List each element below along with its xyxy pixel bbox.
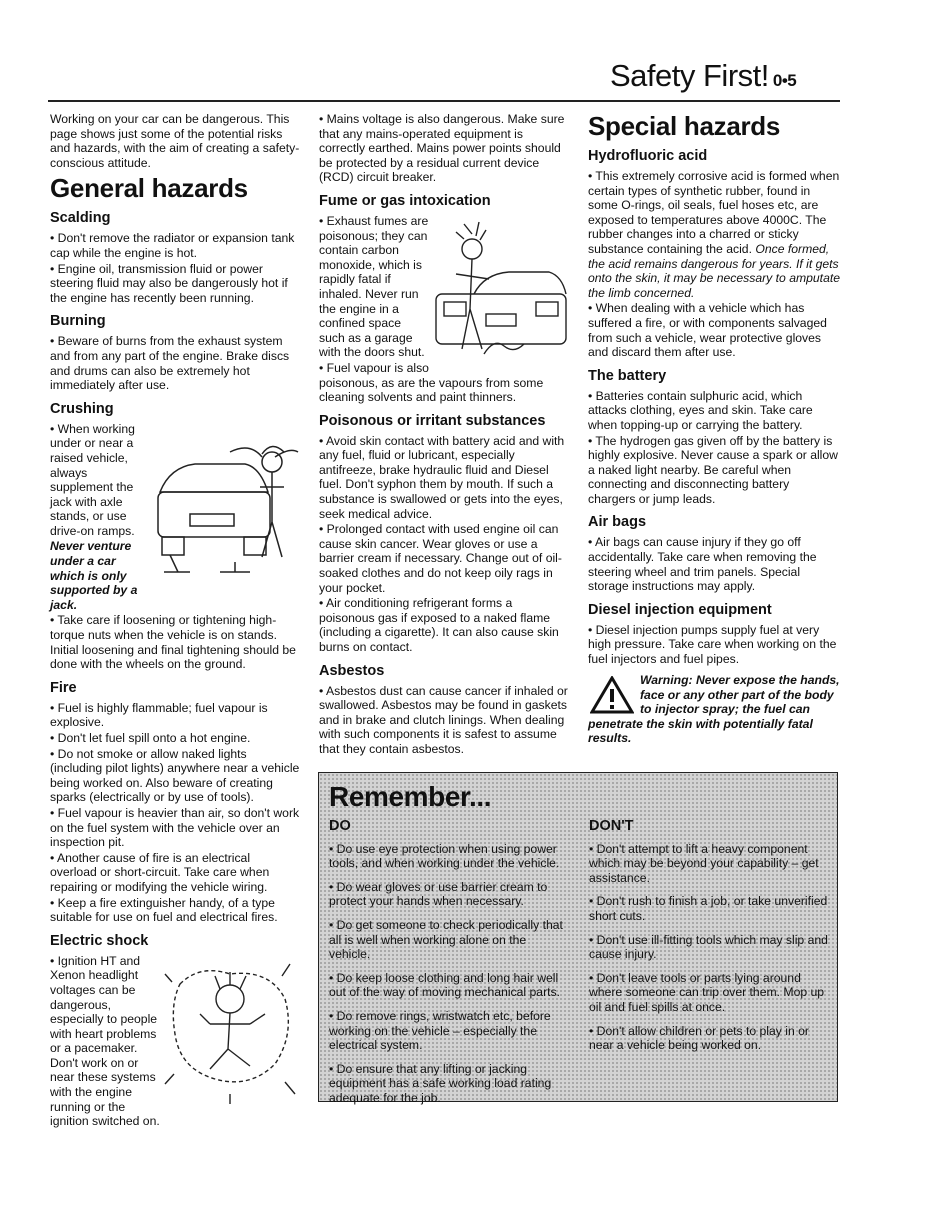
mains-bullet: • Mains voltage is also dangerous. Make sure that any mains-operated equipment is correctly earthed. Mains power points should be protected by a residual current device (RCD) circuit breaker. — [319, 112, 565, 185]
hydrofluoric-bullet-1-italic: Once formed, the acid remains dangerous for years. If it gets onto the skin, it may be necessary to amputate the limb concerned. — [588, 241, 841, 300]
airbags-heading: Air bags — [588, 514, 647, 531]
special-hazards-heading: Special hazards — [588, 111, 781, 141]
fume-heading: Fume or gas intoxication — [319, 192, 491, 209]
header-rule — [48, 100, 840, 102]
dont-item: • Don't rush to finish a job, or take unverified short cuts. — [589, 894, 828, 923]
diesel-bullet-1: • Diesel injection pumps supply fuel at very high pressure. Take care when working on the fuel injectors and fuel pipes. — [588, 622, 837, 667]
battery-heading: The battery — [588, 367, 667, 384]
scalding-bullet-2: • Engine oil, transmission fluid or power steering fluid may also be dangerously hot if the engine has recently been running. — [50, 261, 288, 305]
hydrofluoric-heading: Hydrofluoric acid — [588, 148, 708, 164]
middle-column — [319, 112, 569, 758]
battery-bullet-2: • The hydrogen gas given off by the battery is highly explosive. Never cause a spark or allow a naked light nearby. Be careful when connecting and disconnecting battery chargers or jump leads. — [588, 433, 838, 506]
battery-bullet-1: • Batteries contain sulphuric acid, which attacks clothing, eyes and skin. Take care when topping-up or carrying the battery. — [588, 388, 813, 432]
page-title — [610, 58, 796, 94]
scalding-bullet-1: • Don't remove the radiator or expansion tank cap while the engine is hot. — [50, 231, 295, 260]
asbestos-bullet-1: • Asbestos dust can cause cancer if inhaled or swallowed. Asbestos may be found in gaskets and in brake and clutch linings. When dealing with such components it is safest to assume that they contain asbestos. — [319, 683, 568, 756]
diesel-heading: Diesel injection equipment — [588, 601, 772, 618]
warning-line-4: penetrate the skin with potentially fatal results. — [588, 716, 813, 746]
fire-bullet-6: • Keep a fire extinguisher handy, of a type suitable for use on fuel and electrical fires. — [50, 895, 278, 925]
page-title-text: Safety First! — [610, 58, 769, 93]
poisonous-bullet-3: • Air conditioning refrigerant forms a poisonous gas if exposed to a naked flame (including a cigarette). It can also cause skin burns on contact. — [319, 596, 559, 654]
do-item: • Do get someone to check periodically that all is well when working alone on the vehicle. — [329, 917, 563, 962]
do-item: • Do ensure that any lifting or jacking equipment has a safe working load rating adequate for the job. — [329, 1061, 552, 1105]
do-item: • Do use eye protection when using power tools, and when working under the vehicle. — [329, 841, 560, 871]
burning-bullet-1: • Beware of burns from the exhaust system and from any part of the engine. Brake discs and drums can also be extremely hot immediately after use. — [50, 334, 290, 393]
warning-line-1: Warning: Never expose the hands, — [640, 673, 840, 687]
crushing-warning: Never venture under a car which is only supported by a jack. — [50, 539, 138, 612]
asbestos-heading: Asbestos — [319, 662, 385, 679]
fire-heading: Fire — [50, 679, 77, 696]
fire-bullet-2: • Don't let fuel spill onto a hot engine. — [50, 731, 251, 745]
warning-line-2: face or any other part of the body — [640, 687, 834, 702]
fire-bullet-4: • Fuel vapour is heavier than air, so don't work on the fuel system with the vehicle over an inspection pit. — [50, 805, 300, 850]
injector-warning — [588, 673, 840, 746]
crushing-bullet-1: • When working under or near a raised vehicle, always supplement the jack with axle stands, or use drive-on ramps. — [50, 421, 135, 538]
dont-item: • Don't leave tools or parts lying around where someone can trip over them. Mop up oil and fuel spills at once. — [589, 970, 825, 1014]
dont-column — [589, 819, 829, 1062]
left-column — [50, 112, 300, 1130]
dont-item: • Don't allow children or pets to play in or near a vehicle being worked on. — [589, 1023, 809, 1053]
poisonous-bullet-2: • Prolonged contact with used engine oil can cause skin cancer. Wear gloves or use a barrier cream if necessary. Change out of oil-soaked clothes and do not keep oily rags in your pocket. — [319, 522, 562, 595]
hydrofluoric-bullet-1-text: • This extremely corrosive acid is formed when certain types of synthetic rubber, found in some O-rings, oil seals, fuel hoses etc, are exposed to temperatures above 4000C. The rubber changes into a charred or sticky substance containing the acid. — [588, 169, 840, 256]
dont-item: • Don't use ill-fitting tools which may slip and cause injury. — [589, 932, 828, 962]
electric-shock-bullet-1: • Ignition HT and Xenon headlight voltages can be dangerous, especially to people with heart problems or a pacemaker. Don't work on or near these systems with the engine running or the ignition switched on. — [50, 953, 160, 1129]
airbags-bullet-1: • Air bags can cause injury if they go off accidentally. Take care when removing the steering wheel and trim panels. Special storage instructions may apply. — [588, 535, 817, 594]
exhaust-fumes-illustration — [434, 214, 569, 364]
fume-illustration — [434, 214, 569, 364]
do-column — [329, 819, 569, 1115]
hydrofluoric-bullet-2: • When dealing with a vehicle which has suffered a fire, or with components salvaged from such a vehicle, wear protective gloves and discard them after use. — [588, 301, 827, 360]
do-heading: DO — [329, 818, 351, 834]
poisonous-heading: Poisonous or irritant substances — [319, 412, 546, 429]
fume-bullet-1: • Exhaust fumes are poisonous; they can contain carbon monoxide, which is rapidly fatal if inhaled. Never run the engine in a confined space such as a garage with the doors shut. — [319, 213, 429, 360]
dont-item: • Don't attempt to lift a heavy component which may be beyond your capability – get assistance. — [589, 841, 819, 885]
crushing-bullet-2: • Take care if loosening or tightening high-torque nuts when the vehicle is on stands. Initial loosening and final tightening should be done with the wheels on the ground. — [50, 613, 296, 672]
crushing-heading: Crushing — [50, 400, 114, 417]
do-item: • Do keep loose clothing and long hair well out of the way of moving mechanical parts. — [329, 970, 561, 1000]
do-item: • Do wear gloves or use barrier cream to protect your hands when necessary. — [329, 879, 548, 909]
dont-heading: DON'T — [589, 818, 634, 834]
shocked-person-illustration — [160, 954, 300, 1104]
burning-heading: Burning — [50, 313, 106, 330]
hydrofluoric-bullet-1 — [588, 169, 840, 300]
remember-title: Remember... — [329, 781, 492, 812]
do-item: • Do remove rings, wristwatch etc, before working on the vehicle – especially the electrical system. — [329, 1008, 551, 1053]
right-column — [588, 108, 840, 668]
car-on-stands-illustration — [150, 422, 300, 582]
poisonous-bullet-1: • Avoid skin contact with battery acid and with any fuel, fluid or lubricant, especially antifreeze, brake hydraulic fluid and Diesel fuel. Don't syphon them by mouth. If such a substance is swallowed or gets into the eyes, seek medical advice. — [319, 433, 565, 521]
fire-bullet-1: • Fuel is highly flammable; fuel vapour is explosive. — [50, 700, 268, 730]
warning-line-3: to injector spray; the fuel can — [640, 702, 810, 717]
fire-bullet-5: • Another cause of fire is an electrical overload or short-circuit. Take care when repairing or modifying the vehicle wiring. — [50, 850, 270, 894]
electric-shock-illustration — [160, 954, 300, 1104]
intro-text: Working on your car can be dangerous. This page shows just some of the potential risks and hazards, with the aim of creating a safety-conscious attitude. — [50, 112, 300, 170]
scalding-heading: Scalding — [50, 210, 111, 227]
page-number: 0•5 — [772, 71, 797, 90]
general-hazards-heading: General hazards — [50, 173, 248, 204]
remember-box — [318, 772, 838, 1105]
crushing-illustration — [150, 422, 300, 582]
electric-shock-heading: Electric shock — [50, 932, 149, 949]
fume-bullet-2: • Fuel vapour is also poisonous, as are the vapours from some cleaning solvents and paint thinners. — [319, 360, 544, 405]
fire-bullet-3: • Do not smoke or allow naked lights (including pilot lights) anywhere near a vehicle being worked on. Also beware of creating sparks (electrically or by use of tools). — [50, 746, 300, 805]
